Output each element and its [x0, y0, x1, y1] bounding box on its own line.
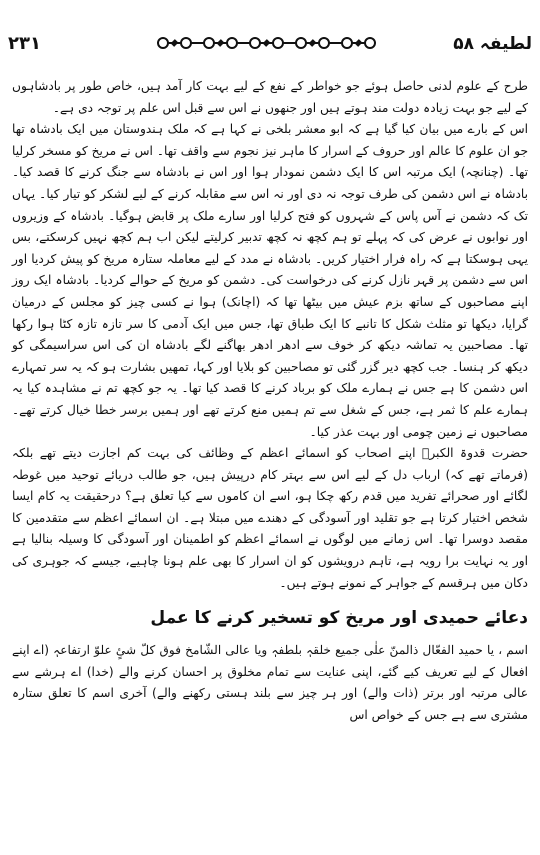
arabic-invocation: اسم ، یا حمید الفعّال ذالمنّ علٰی جمیع خلقہٖ بلطفہٖ ویا عالی الشّامخ فوق کلّ شئٍ علوّ ارتفاعہٖ — [53, 643, 529, 658]
section-title: لطیفہ ۵۸ — [453, 33, 532, 54]
section-heading: دعائے حمیدی اور مریخ کو تسخیر کرنے کا عمل — [150, 608, 528, 629]
page-number: ۲۳۱ — [8, 32, 41, 54]
chain-ornament-icon — [155, 35, 385, 51]
decorative-chain-ornament — [98, 35, 442, 51]
page-body — [12, 76, 528, 727]
paragraph-1: طرح کے علوم لدنی حاصل ہوئے جو خواطر کے نفع کے لیے بہت کار آمد ہیں، خاص طور پر بادشاہوں کے لیے جو بہت زیادہ دولت مند ہوتے ہیں اور جنھوں نے اس سے قبل اس علم پر توجہ دی ہے۔ — [12, 79, 528, 115]
page-header — [8, 28, 532, 58]
paragraph-3: حضرت قدوۃ الکبرؒ اپنے اصحاب کو اسمائے اعظم کے وظائف کی بہت کم اجازت دیتے تھے بلکہ (فرماتے تھے کہ) ارباب دل کے لیے اس سے بہتر کام درپیش ہیں، جو طالب دریائے توحید میں غوطہ لگائے اور صحرائے تفرید میں قدم رکھ چکا ہو، اسے ان کاموں سے کیا تعلق ہے؟ درحقیقت یہ کام ایسا شخص اختیار کرتا ہے جو تقلید اور آسودگی کے دھندے میں مبتلا ہے۔ ان اسمائے اعظم سے متقدمین کا مقصد دوسرا تھا۔ اس زمانے میں لوگوں نے اسمائے اعظم کو اطمینان اور آسودگی کا وسیلہ بنالیا ہے اور یہ نہایت برا رویہ ہے، تاہم درویشوں کو ان اسرار کا بھی علم ہونا چاہیے، جیسے کہ جوہری کی دکان میں ہرقسم کے جواہر کے نمونے ہوتے ہیں۔ — [12, 446, 528, 590]
invocation-translation: (اے اپنے افعال کے لیے تعریف کیے گئے، اپنی عنایت سے تمام مخلوق پر احسان کرنے والے (خدا) اے ہرشے سے عالی مرتبہ اور برتر (ذات والے) اور ہر چیز سے بلند ہستی رکھنے والے) آخری اسم کا تعلق ستارہ مشتری سے ہے جس کے خواص اس — [12, 643, 528, 723]
paragraph-4 — [12, 640, 528, 726]
paragraph-2: اس کے بارے میں بیان کیا گیا ہے کہ ابو معشر بلخی نے کہا ہے کہ ملک ہندوستان میں ایک بادشاہ تھا جو ان علوم کا عالم اور حروف کے اسرار کا ماہر نیز نجوم سے واقف تھا۔ اس نے مریخ کو مسخر کرلیا تھا۔ (چنانچہ) ایک مرتبہ اس کا ایک دشمن نمودار ہوا اور اس نے بادشاہ سے جنگ کرنے کا قصد کیا۔ بادشاہ نے اس دشمن کی طرف توجہ نہ دی اور نہ اس سے مقابلہ کرنے کے لیے لشکر کو تیار کیا۔ یہاں تک کہ دشمن نے آس پاس کے شہروں کو فتح کرلیا اور سارے ملک پر قابض ہوگیا۔ بادشاہ کے وزیروں اور نوابوں نے عرض کی کہ پہلے تو ہم کچھ نہ کچھ تدبیر کرلیتے لیکن اب ہم کچھ نہیں کرسکتے، بس یہی ہوسکتا ہے کہ راہ فرار اختیار کریں۔ بادشاہ نے مدد کے لیے معاملہ ستارہ مریخ کو پیش کردیا اور اس سے دشمن پر قہر نازل کرنے کی درخواست کی۔ دشمن کو مریخ کے حوالے کردیا۔ بادشاہ ایک روز اپنے مصاحبوں کے ساتھ بزم عیش میں بیٹھا تھا کہ (اچانک) ہوا نے کسی چیز کو مجلس کے درمیان گرایا، دیکھا تو مثلث شکل کا تانبے کا ایک طباق تھا، جس میں ایک آدمی کا سر تازہ تازہ کٹا ہوا رکھا تھا۔ مصاحبین یہ تماشہ دیکھ کر خوف سے ادھر ادھر بھاگنے لگے بادشاہ ان کی اس سراسیمگی کو دیکھ کر ہنسا۔ جب کچھ دیر گزر گئی تو مصاحبین کو بلایا اور کہا، تمھیں بشارت ہو کہ یہ سر تمہارے اس دشمن کا ہے جس نے ہمارے ملک کو برباد کرنے کا قصد کیا تھا۔ یہ جو کچھ تم نے مشاہدہ کیا یہ ہمارے علم کا ثمر ہے، جس کے شغل سے تم ہمیں منع کرتے تھے اور ہمیں برسر خطا خیال کرتے تھے۔ مصاحبوں نے زمین چومی اور بہت عذر کیا۔ — [12, 122, 528, 439]
